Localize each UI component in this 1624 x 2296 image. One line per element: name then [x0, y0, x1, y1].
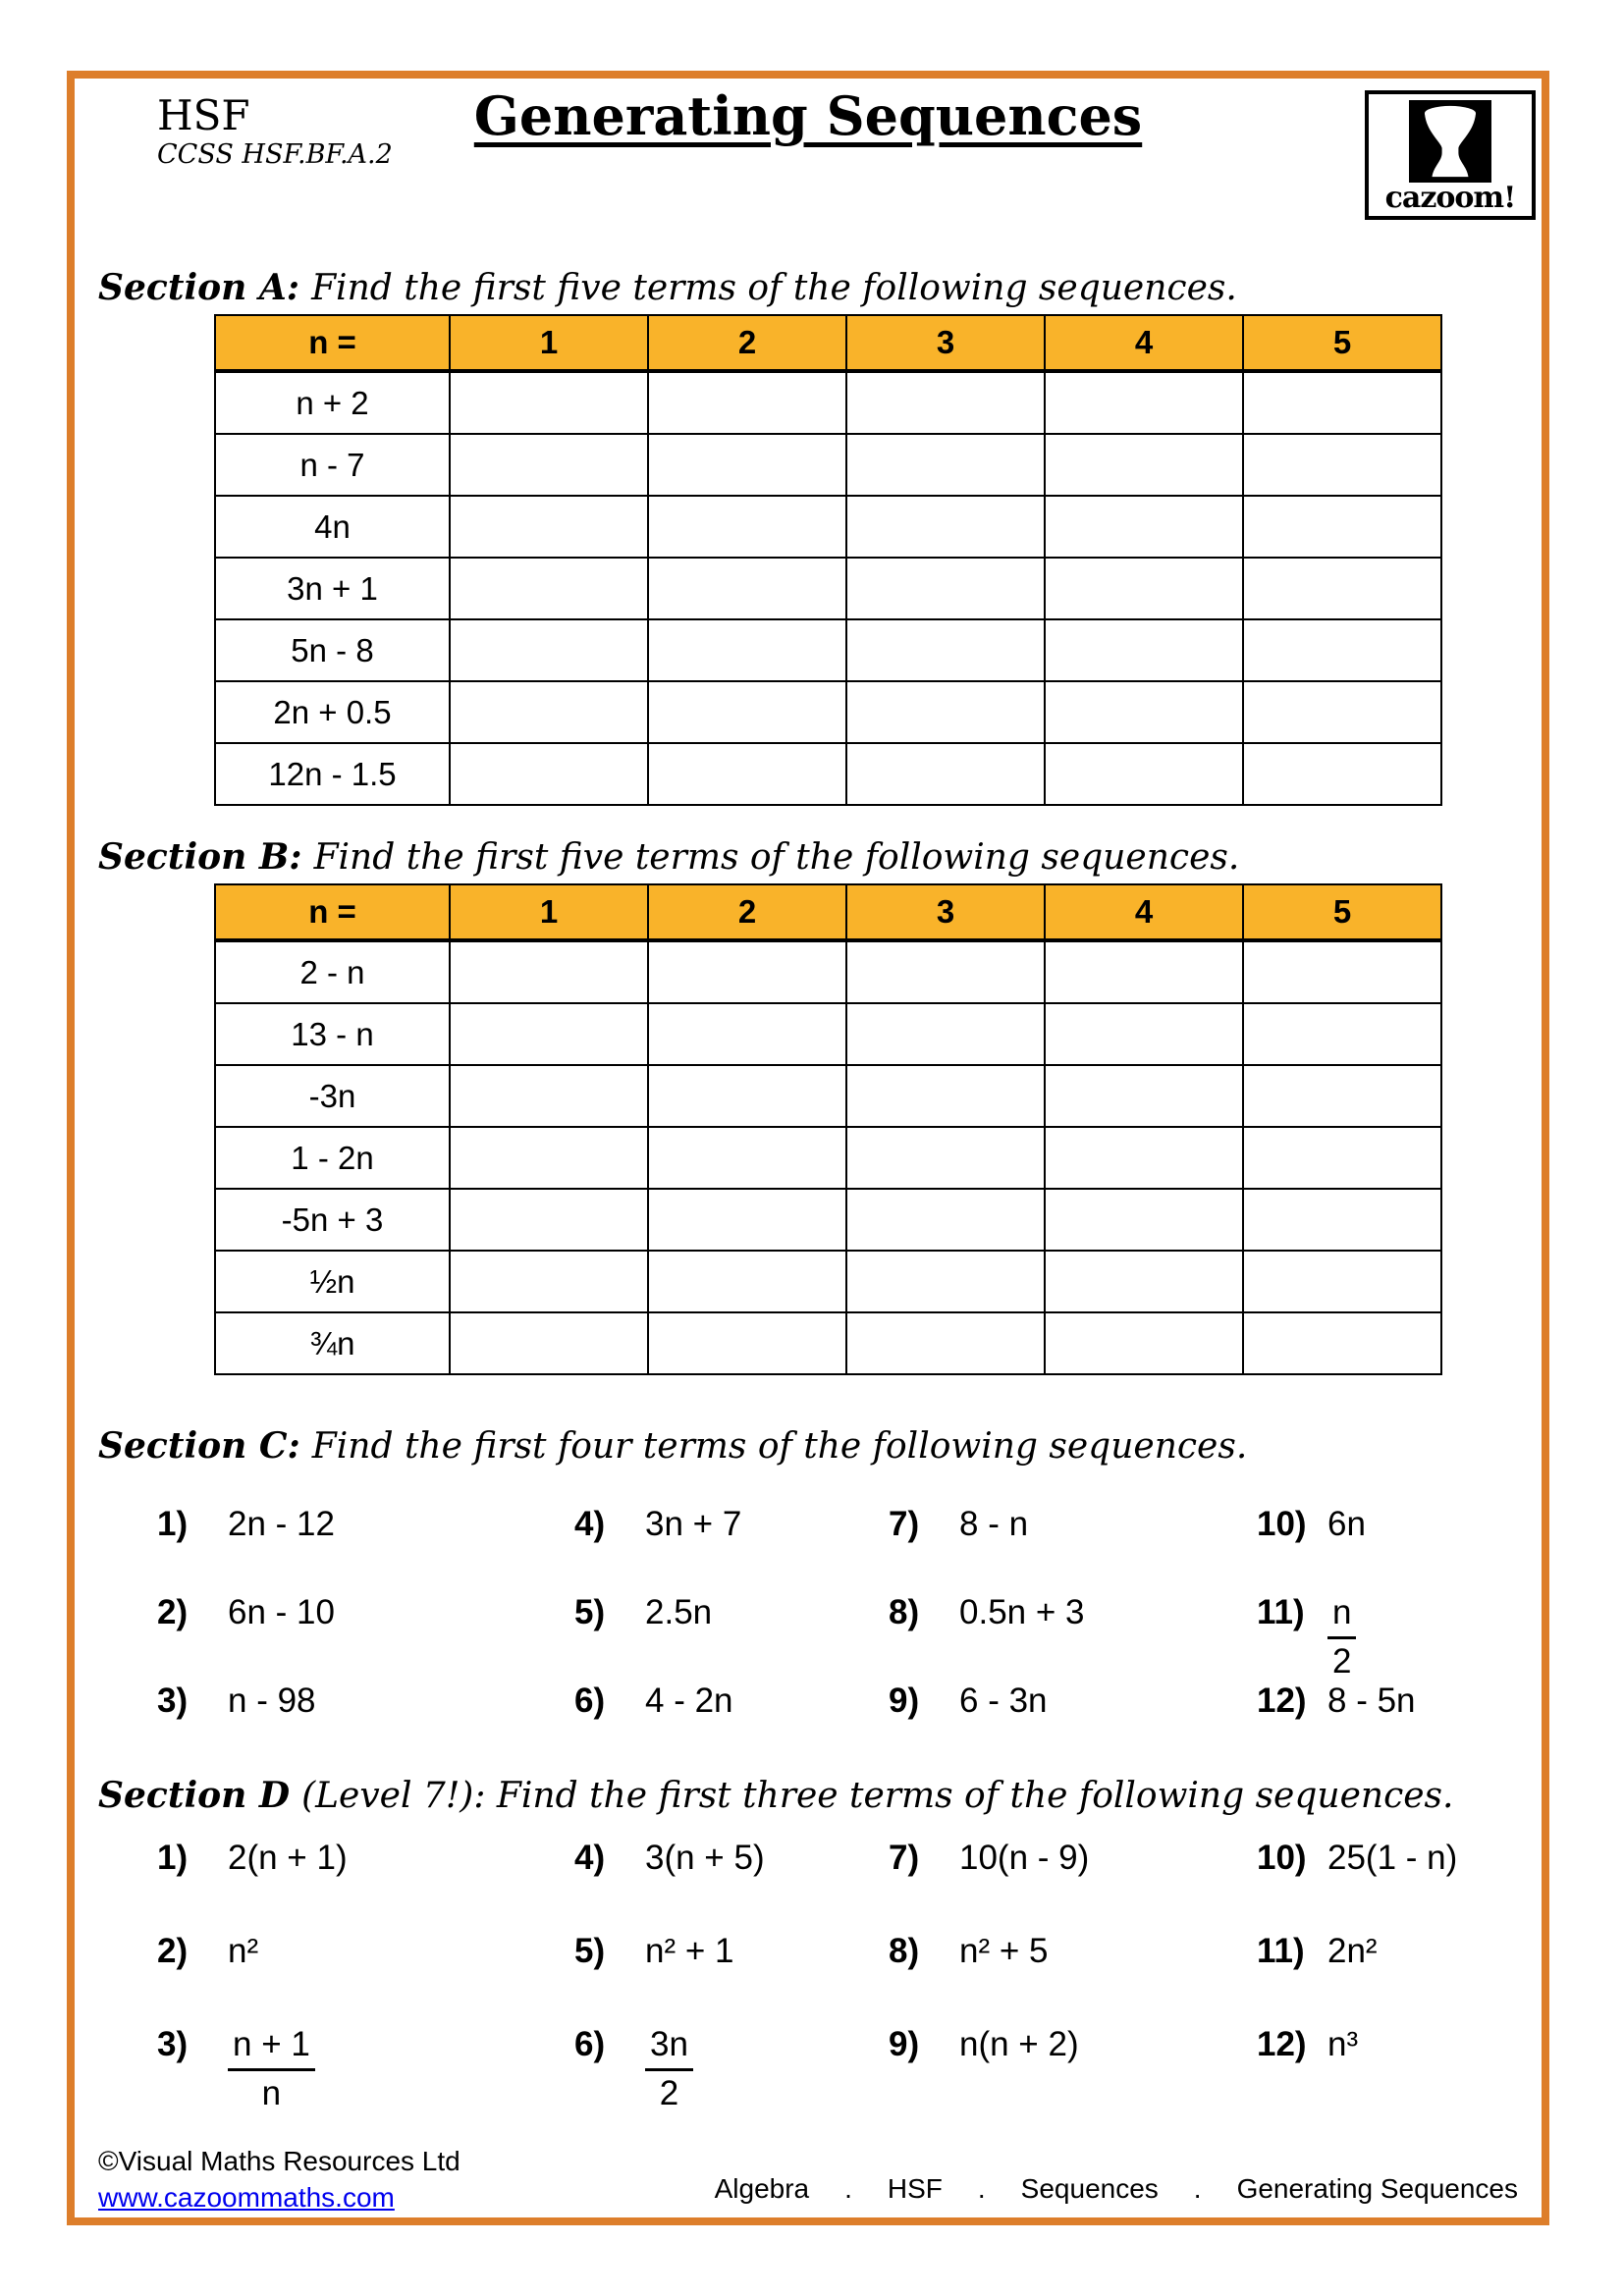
- problem-expression: 6 - 3n: [959, 1682, 1048, 1720]
- sequence-rule-cell: -3n: [215, 1065, 450, 1127]
- problem-expression: 2.5n: [645, 1593, 713, 1631]
- fraction-numerator: 3n: [645, 2024, 693, 2071]
- breadcrumb-separator: .: [977, 2173, 986, 2204]
- answer-cell: [1243, 434, 1441, 496]
- problem-expression: 8 - n: [959, 1505, 1029, 1543]
- footer: [98, 2144, 460, 2215]
- answer-cell: [846, 940, 1045, 1003]
- problem-number: 6): [574, 2025, 606, 2063]
- table-row: [215, 371, 1441, 434]
- answer-cell: [450, 1312, 648, 1374]
- answer-cell: [846, 1251, 1045, 1312]
- answer-cell: [1045, 371, 1243, 434]
- section-c-label: Section C:: [98, 1425, 300, 1467]
- problem-number: 11): [1257, 1932, 1305, 1970]
- section-c-instruction: Find the first four terms of the following sequences.: [311, 1426, 1248, 1467]
- problem-item: [157, 1681, 574, 1769]
- sequence-rule-cell: ¾n: [215, 1312, 450, 1374]
- answer-cell: [846, 1065, 1045, 1127]
- answer-cell: [1045, 1003, 1243, 1065]
- problem-expression: 4 - 2n: [645, 1682, 733, 1720]
- answer-cell: [846, 1312, 1045, 1374]
- breadcrumb-separator: .: [1193, 2173, 1202, 2204]
- answer-cell: [1243, 558, 1441, 619]
- sequence-rule-cell: -5n + 3: [215, 1189, 450, 1251]
- fraction-expression: [645, 2024, 693, 2114]
- problem-item: [889, 1592, 1257, 1681]
- problem-item: [157, 1931, 574, 2024]
- cazoom-logo: [1365, 90, 1536, 220]
- answer-cell: [1243, 681, 1441, 743]
- problem-item: [157, 1504, 574, 1592]
- answer-cell: [1045, 434, 1243, 496]
- answer-cell: [450, 1251, 648, 1312]
- section-b-label: Section B:: [98, 836, 302, 878]
- djembe-drum-icon: [1409, 100, 1491, 183]
- problem-number: 5): [574, 1593, 606, 1631]
- section-a-instruction: Find the first five terms of the following sequences.: [311, 268, 1237, 308]
- sequence-rule-cell: 2n + 0.5: [215, 681, 450, 743]
- answer-cell: [846, 371, 1045, 434]
- sequence-rule-cell: 13 - n: [215, 1003, 450, 1065]
- problem-item: [574, 1681, 889, 1769]
- sequence-rule-cell: 2 - n: [215, 940, 450, 1003]
- ccss-reference: CCSS HSF.BF.A.2: [157, 139, 393, 170]
- problem-expression: 6n: [1327, 1505, 1366, 1543]
- column-header: n =: [215, 884, 450, 940]
- problem-number: 3): [157, 1682, 189, 1720]
- answer-cell: [846, 681, 1045, 743]
- table-row: [215, 940, 1441, 1003]
- problem-item: [889, 1681, 1257, 1769]
- table-header-row: [215, 315, 1441, 371]
- problem-item: [157, 1838, 574, 1931]
- problem-item: [889, 1504, 1257, 1592]
- problem-item: [157, 1592, 574, 1681]
- problem-item: [574, 2024, 889, 2117]
- sequence-rule-cell: n + 2: [215, 371, 450, 434]
- answer-cell: [648, 1189, 846, 1251]
- answer-cell: [1243, 619, 1441, 681]
- problem-expression: 6n - 10: [228, 1593, 335, 1631]
- table-row: [215, 1189, 1441, 1251]
- column-header: 2: [648, 884, 846, 940]
- sequence-rule-cell: ½n: [215, 1251, 450, 1312]
- answer-cell: [1243, 1065, 1441, 1127]
- table-row: [215, 681, 1441, 743]
- problem-number: 7): [889, 1839, 920, 1877]
- problem-number: 9): [889, 1682, 920, 1720]
- table-row: [215, 743, 1441, 805]
- problem-item: [1257, 1931, 1532, 2024]
- copyright-text: ©Visual Maths Resources Ltd: [98, 2146, 460, 2176]
- problem-number: 3): [157, 2025, 189, 2063]
- section-d-instruction: (Level 7!): Find the first three terms of the following sequences.: [301, 1776, 1454, 1816]
- table-row: [215, 1251, 1441, 1312]
- sequence-rule-cell: 5n - 8: [215, 619, 450, 681]
- problem-item: [1257, 1504, 1532, 1592]
- breadcrumb-item: Generating Sequences: [1236, 2173, 1518, 2204]
- answer-cell: [1045, 1189, 1243, 1251]
- problem-expression: n²: [228, 1932, 259, 1970]
- sequence-rule-cell: 1 - 2n: [215, 1127, 450, 1189]
- answer-cell: [1243, 743, 1441, 805]
- problem-number: 1): [157, 1505, 189, 1543]
- answer-cell: [846, 434, 1045, 496]
- table-row: [215, 1127, 1441, 1189]
- section-d-label: Section D: [98, 1775, 291, 1816]
- section-d-heading: [98, 1775, 1518, 1816]
- page-border: [67, 71, 1549, 2225]
- answer-cell: [648, 434, 846, 496]
- answer-cell: [648, 1312, 846, 1374]
- answer-cell: [846, 1003, 1045, 1065]
- problem-expression: 10(n - 9): [959, 1839, 1090, 1877]
- section-d-problems: [157, 1838, 1532, 2117]
- problem-number: 12): [1257, 2025, 1307, 2063]
- cazoommaths-link[interactable]: www.cazoommaths.com: [98, 2182, 395, 2213]
- sequence-rule-cell: 4n: [215, 496, 450, 558]
- answer-cell: [1243, 1312, 1441, 1374]
- problem-expression: 2n - 12: [228, 1505, 335, 1543]
- table-row: [215, 558, 1441, 619]
- answer-cell: [450, 1003, 648, 1065]
- problem-expression: 25(1 - n): [1327, 1839, 1458, 1877]
- problem-number: 11): [1257, 1593, 1305, 1631]
- column-header: 5: [1243, 884, 1441, 940]
- problem-number: 8): [889, 1593, 920, 1631]
- problem-number: 6): [574, 1682, 606, 1720]
- answer-cell: [1243, 496, 1441, 558]
- section-b-instruction: Find the first five terms of the following sequences.: [313, 837, 1240, 878]
- problem-expression: 2n²: [1327, 1932, 1378, 1970]
- section-c-problems: [157, 1504, 1532, 1769]
- answer-cell: [1243, 371, 1441, 434]
- answer-cell: [1045, 619, 1243, 681]
- answer-cell: [450, 1065, 648, 1127]
- column-header: 1: [450, 884, 648, 940]
- answer-cell: [846, 743, 1045, 805]
- answer-cell: [1045, 681, 1243, 743]
- answer-cell: [1243, 1127, 1441, 1189]
- answer-cell: [450, 940, 648, 1003]
- answer-cell: [648, 558, 846, 619]
- problem-expression: n³: [1327, 2025, 1359, 2063]
- problem-number: 4): [574, 1505, 606, 1543]
- column-header: 3: [846, 884, 1045, 940]
- problem-item: [574, 1504, 889, 1592]
- problem-expression: n(n + 2): [959, 2025, 1079, 2063]
- answer-cell: [1243, 1189, 1441, 1251]
- answer-cell: [846, 496, 1045, 558]
- column-header: 3: [846, 315, 1045, 371]
- answer-cell: [648, 1065, 846, 1127]
- answer-cell: [846, 619, 1045, 681]
- breadcrumb-item: Sequences: [1020, 2173, 1159, 2204]
- problem-item: [889, 1931, 1257, 2024]
- table-row: [215, 1003, 1441, 1065]
- answer-cell: [450, 371, 648, 434]
- answer-cell: [450, 558, 648, 619]
- fraction-numerator: n: [1327, 1592, 1356, 1639]
- section-a-label: Section A:: [98, 267, 300, 308]
- problem-number: 10): [1257, 1839, 1307, 1877]
- answer-cell: [648, 1251, 846, 1312]
- problem-item: [1257, 2024, 1532, 2117]
- column-header: 5: [1243, 315, 1441, 371]
- section-c-heading: [98, 1425, 1518, 1467]
- answer-cell: [450, 496, 648, 558]
- table-row: [215, 434, 1441, 496]
- problem-item: [1257, 1838, 1532, 1931]
- sequence-rule-cell: 3n + 1: [215, 558, 450, 619]
- answer-cell: [1045, 496, 1243, 558]
- section-a-heading: [98, 267, 1518, 308]
- page-title: Generating Sequences: [473, 84, 1143, 147]
- fraction-expression: [228, 2024, 315, 2114]
- sequence-rule-cell: n - 7: [215, 434, 450, 496]
- answer-cell: [1045, 558, 1243, 619]
- answer-cell: [648, 681, 846, 743]
- answer-cell: [648, 743, 846, 805]
- answer-cell: [648, 371, 846, 434]
- problem-item: [1257, 1592, 1532, 1681]
- problem-item: [574, 1838, 889, 1931]
- section-a-table: [214, 314, 1442, 806]
- column-header: 4: [1045, 315, 1243, 371]
- sequence-rule-cell: 12n - 1.5: [215, 743, 450, 805]
- problem-expression: 3n + 7: [645, 1505, 742, 1543]
- fraction-expression: [1327, 1592, 1356, 1682]
- problem-expression: 2(n + 1): [228, 1839, 348, 1877]
- answer-cell: [450, 1189, 648, 1251]
- column-header: 1: [450, 315, 648, 371]
- section-b-table: [214, 883, 1442, 1375]
- answer-cell: [450, 743, 648, 805]
- answer-cell: [846, 558, 1045, 619]
- logo-text: cazoom!: [1384, 181, 1516, 215]
- table-row: [215, 619, 1441, 681]
- problem-number: 5): [574, 1932, 606, 1970]
- column-header: 4: [1045, 884, 1243, 940]
- answer-cell: [648, 496, 846, 558]
- problem-expression: n² + 5: [959, 1932, 1049, 1970]
- fraction-denominator: n: [261, 2074, 282, 2112]
- answer-cell: [1243, 940, 1441, 1003]
- answer-cell: [648, 619, 846, 681]
- breadcrumb-item: Algebra: [714, 2173, 810, 2204]
- answer-cell: [1045, 940, 1243, 1003]
- problem-number: 10): [1257, 1505, 1307, 1543]
- problem-expression: 0.5n + 3: [959, 1593, 1085, 1631]
- problem-number: 8): [889, 1932, 920, 1970]
- problem-expression: 3(n + 5): [645, 1839, 765, 1877]
- answer-cell: [1243, 1003, 1441, 1065]
- breadcrumb-item: HSF: [887, 2173, 943, 2204]
- column-header: n =: [215, 315, 450, 371]
- fraction-denominator: 2: [1332, 1642, 1352, 1681]
- standard-code: HSF: [157, 91, 250, 139]
- problem-expression: 8 - 5n: [1327, 1682, 1416, 1720]
- problem-number: 2): [157, 1932, 189, 1970]
- problem-number: 2): [157, 1593, 189, 1631]
- answer-cell: [1045, 1127, 1243, 1189]
- section-b-heading: [98, 836, 1518, 878]
- problem-item: [889, 2024, 1257, 2117]
- problem-number: 1): [157, 1839, 189, 1877]
- breadcrumb: [715, 2173, 1518, 2205]
- answer-cell: [846, 1127, 1045, 1189]
- column-header: 2: [648, 315, 846, 371]
- problem-item: [1257, 1681, 1532, 1769]
- problem-item: [157, 2024, 574, 2117]
- problem-item: [889, 1838, 1257, 1931]
- problem-expression: n² + 1: [645, 1932, 734, 1970]
- problem-expression: n - 98: [228, 1682, 316, 1720]
- problem-item: [574, 1592, 889, 1681]
- answer-cell: [450, 619, 648, 681]
- answer-cell: [1045, 1251, 1243, 1312]
- problem-number: 4): [574, 1839, 606, 1877]
- answer-cell: [450, 434, 648, 496]
- table-row: [215, 496, 1441, 558]
- fraction-numerator: n + 1: [228, 2024, 315, 2071]
- answer-cell: [1243, 1251, 1441, 1312]
- problem-number: 12): [1257, 1682, 1307, 1720]
- problem-number: 7): [889, 1505, 920, 1543]
- answer-cell: [846, 1189, 1045, 1251]
- problem-number: 9): [889, 2025, 920, 2063]
- fraction-denominator: 2: [659, 2074, 679, 2112]
- problem-item: [574, 1931, 889, 2024]
- table-row: [215, 1312, 1441, 1374]
- answer-cell: [1045, 1312, 1243, 1374]
- answer-cell: [648, 940, 846, 1003]
- table-row: [215, 1065, 1441, 1127]
- answer-cell: [450, 681, 648, 743]
- table-header-row: [215, 884, 1441, 940]
- answer-cell: [648, 1127, 846, 1189]
- answer-cell: [648, 1003, 846, 1065]
- answer-cell: [1045, 1065, 1243, 1127]
- answer-cell: [1045, 743, 1243, 805]
- breadcrumb-separator: .: [844, 2173, 852, 2204]
- answer-cell: [450, 1127, 648, 1189]
